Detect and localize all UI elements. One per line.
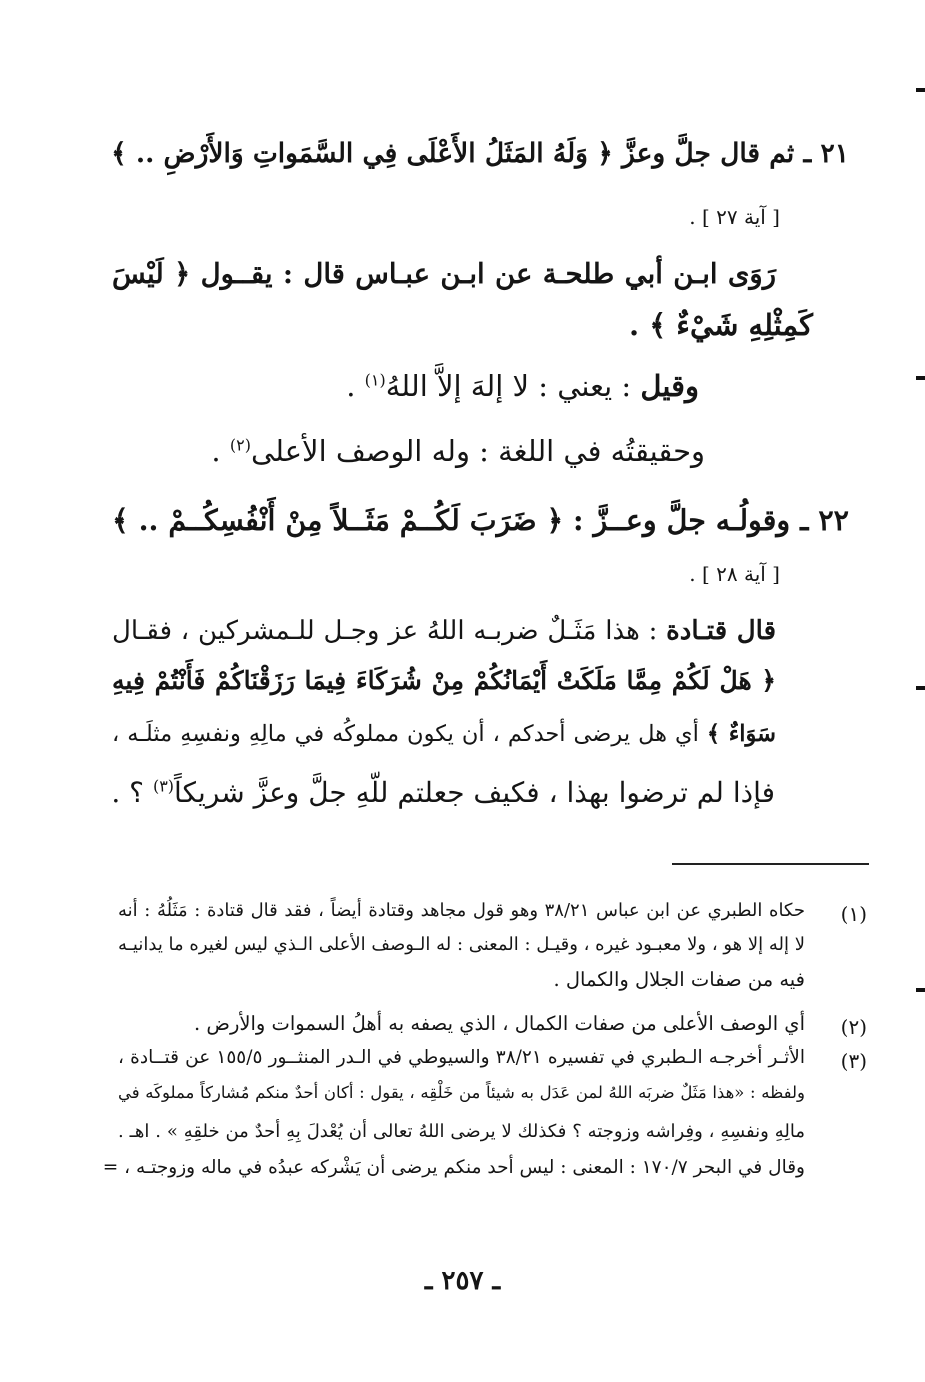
paragraph-3 [211, 434, 705, 468]
paragraph-4-line-1 [112, 616, 776, 646]
footnote-3-line-2: ولفظه : «هذا مَثَلٌ ضربَه اللهُ لمن عَدَل به شيئاً من خَلْقِه ، يقول : أكان أحدٌ منكم مُشاركاً مملوكَه في [118, 1083, 805, 1102]
verse-22-ref: [ آية ٢٨ ] . [689, 562, 780, 586]
verse-22-heading: ٢٢ ـ وقولُـه جلَّ وعــزَّ : ﴿ ضَرَبَ لَكُــمْ مَثَــلاً مِنْ أَنْفُسِكُــمْ .. ﴾ [111, 503, 849, 537]
margin-mark [916, 988, 925, 992]
footnote-1-number: (١) [840, 902, 867, 926]
paragraph-1-line-2: كَمِثْلِهِ شَيْءٌ ﴾ . [629, 308, 813, 342]
paragraph-2-end: . [346, 369, 365, 403]
paragraph-4-line-1-rest: : هذا مَثَـلٌ ضربـه اللهُ عز وجـل للـمشركين ، فقـال [112, 616, 658, 646]
footnote-3-line-4: وقال في البحر ١٧٠/٧ : المعنى : ليس أحد منكم يرضى أن يَشْركه عبدُه في ماله وزوجتـه ، = [102, 1157, 805, 1178]
paragraph-4-line-3-quran: سَوَاءٌ ﴾ [706, 721, 777, 747]
footnote-2-number: (٢) [840, 1015, 867, 1039]
paragraph-2 [346, 369, 699, 403]
footnote-marker-3: (٣) [152, 776, 175, 796]
footnote-3-line-3: مالِهِ ونفسِهِ ، وفِراشه وزوجته ؟ فكذلك لا يرضى اللهُ تعالى أن يُعْدلَ بِهِ أحدٌ من خلقِهِ » . اهـ . [118, 1121, 805, 1142]
paragraph-4-lead: قال قتـادة [666, 616, 777, 646]
page-number: ـ ٢٥٧ ـ [424, 1266, 501, 1296]
footnote-1-line-1: حكاه الطبري عن ابن عباس ٣٨/٢١ وهو قول مجاهد وقتادة أيضاً ، فقد قال قتادة : مَثَلُهُ : أنه [118, 900, 805, 921]
margin-mark [916, 88, 925, 92]
footnote-2-line-1: أي الوصف الأعلى من صفات الكمال ، الذي يصفه به أهلُ السموات والأرض . [193, 1012, 805, 1035]
paragraph-4-end: ؟ . [111, 776, 153, 809]
footnote-marker-2: (٢) [229, 435, 251, 455]
paragraph-3-end: . [211, 434, 230, 468]
verse-21-ref: [ آية ٢٧ ] . [689, 205, 780, 229]
footnote-3-line-1: الأثـر أخرجـه الـطبري في تفسيره ٣٨/٢١ والسيوطي في الـدر المنثــور ١٥٥/٥ عن قتــادة ، [118, 1047, 805, 1068]
paragraph-1-line-1: رَوَى ابـن أبي طلحـة عن ابـن عبـاس قال : يقــول ﴿ لَيْسَ [112, 258, 776, 290]
paragraph-3-text: وحقيقتُه في اللغة : وله الوصف الأعلى [250, 434, 705, 468]
paragraph-2-text: : يعني : لا إلهَ إلاَّ اللهُ [385, 369, 632, 403]
margin-mark [916, 686, 925, 690]
paragraph-4-line-3-rest: أي هل يرضى أحدكم ، أن يكون مملوكُه في مالِهِ ونفسِهِ مثلَـه ، [112, 721, 699, 747]
paragraph-4-line-3 [112, 721, 776, 747]
paragraph-4-line-4-text: فإذا لم ترضوا بهذا ، فكيف جعلتم للّهِ جلَّ وعزَّ شريكاً [174, 776, 775, 809]
footnote-1-line-2: لا إله إلا هو ، ولا معبـود غيره ، وقيـل : المعنى : له الـوصف الأعلى الـذي ليس لغيره ما يدانيـه [118, 934, 805, 955]
footnote-divider [672, 863, 869, 865]
verse-21-heading: ٢١ ـ ثم قال جلَّ وعزَّ ﴿ وَلَهُ المَثَلُ الأَعْلَى فِي السَّمَواتِ وَالأَرْضِ .. ﴾ [111, 138, 849, 169]
footnote-1-line-3: فيه من صفات الجلال والكمال . [553, 968, 805, 991]
footnote-marker-1: (١) [364, 370, 386, 390]
margin-mark [916, 376, 925, 380]
paragraph-4-line-2: ﴿ هَلْ لَكُمْ مِمَّا مَلَكَتْ أَيْمَانُكُمْ مِنْ شُرَكَاءَ فِيمَا رَزَقْنَاكُمْ فَأَنْتُمْ فِيهِ [112, 666, 776, 695]
paragraph-2-lead: وقيل [640, 369, 699, 403]
paragraph-4-line-4 [111, 776, 775, 809]
footnote-3-number: (٣) [840, 1049, 867, 1073]
